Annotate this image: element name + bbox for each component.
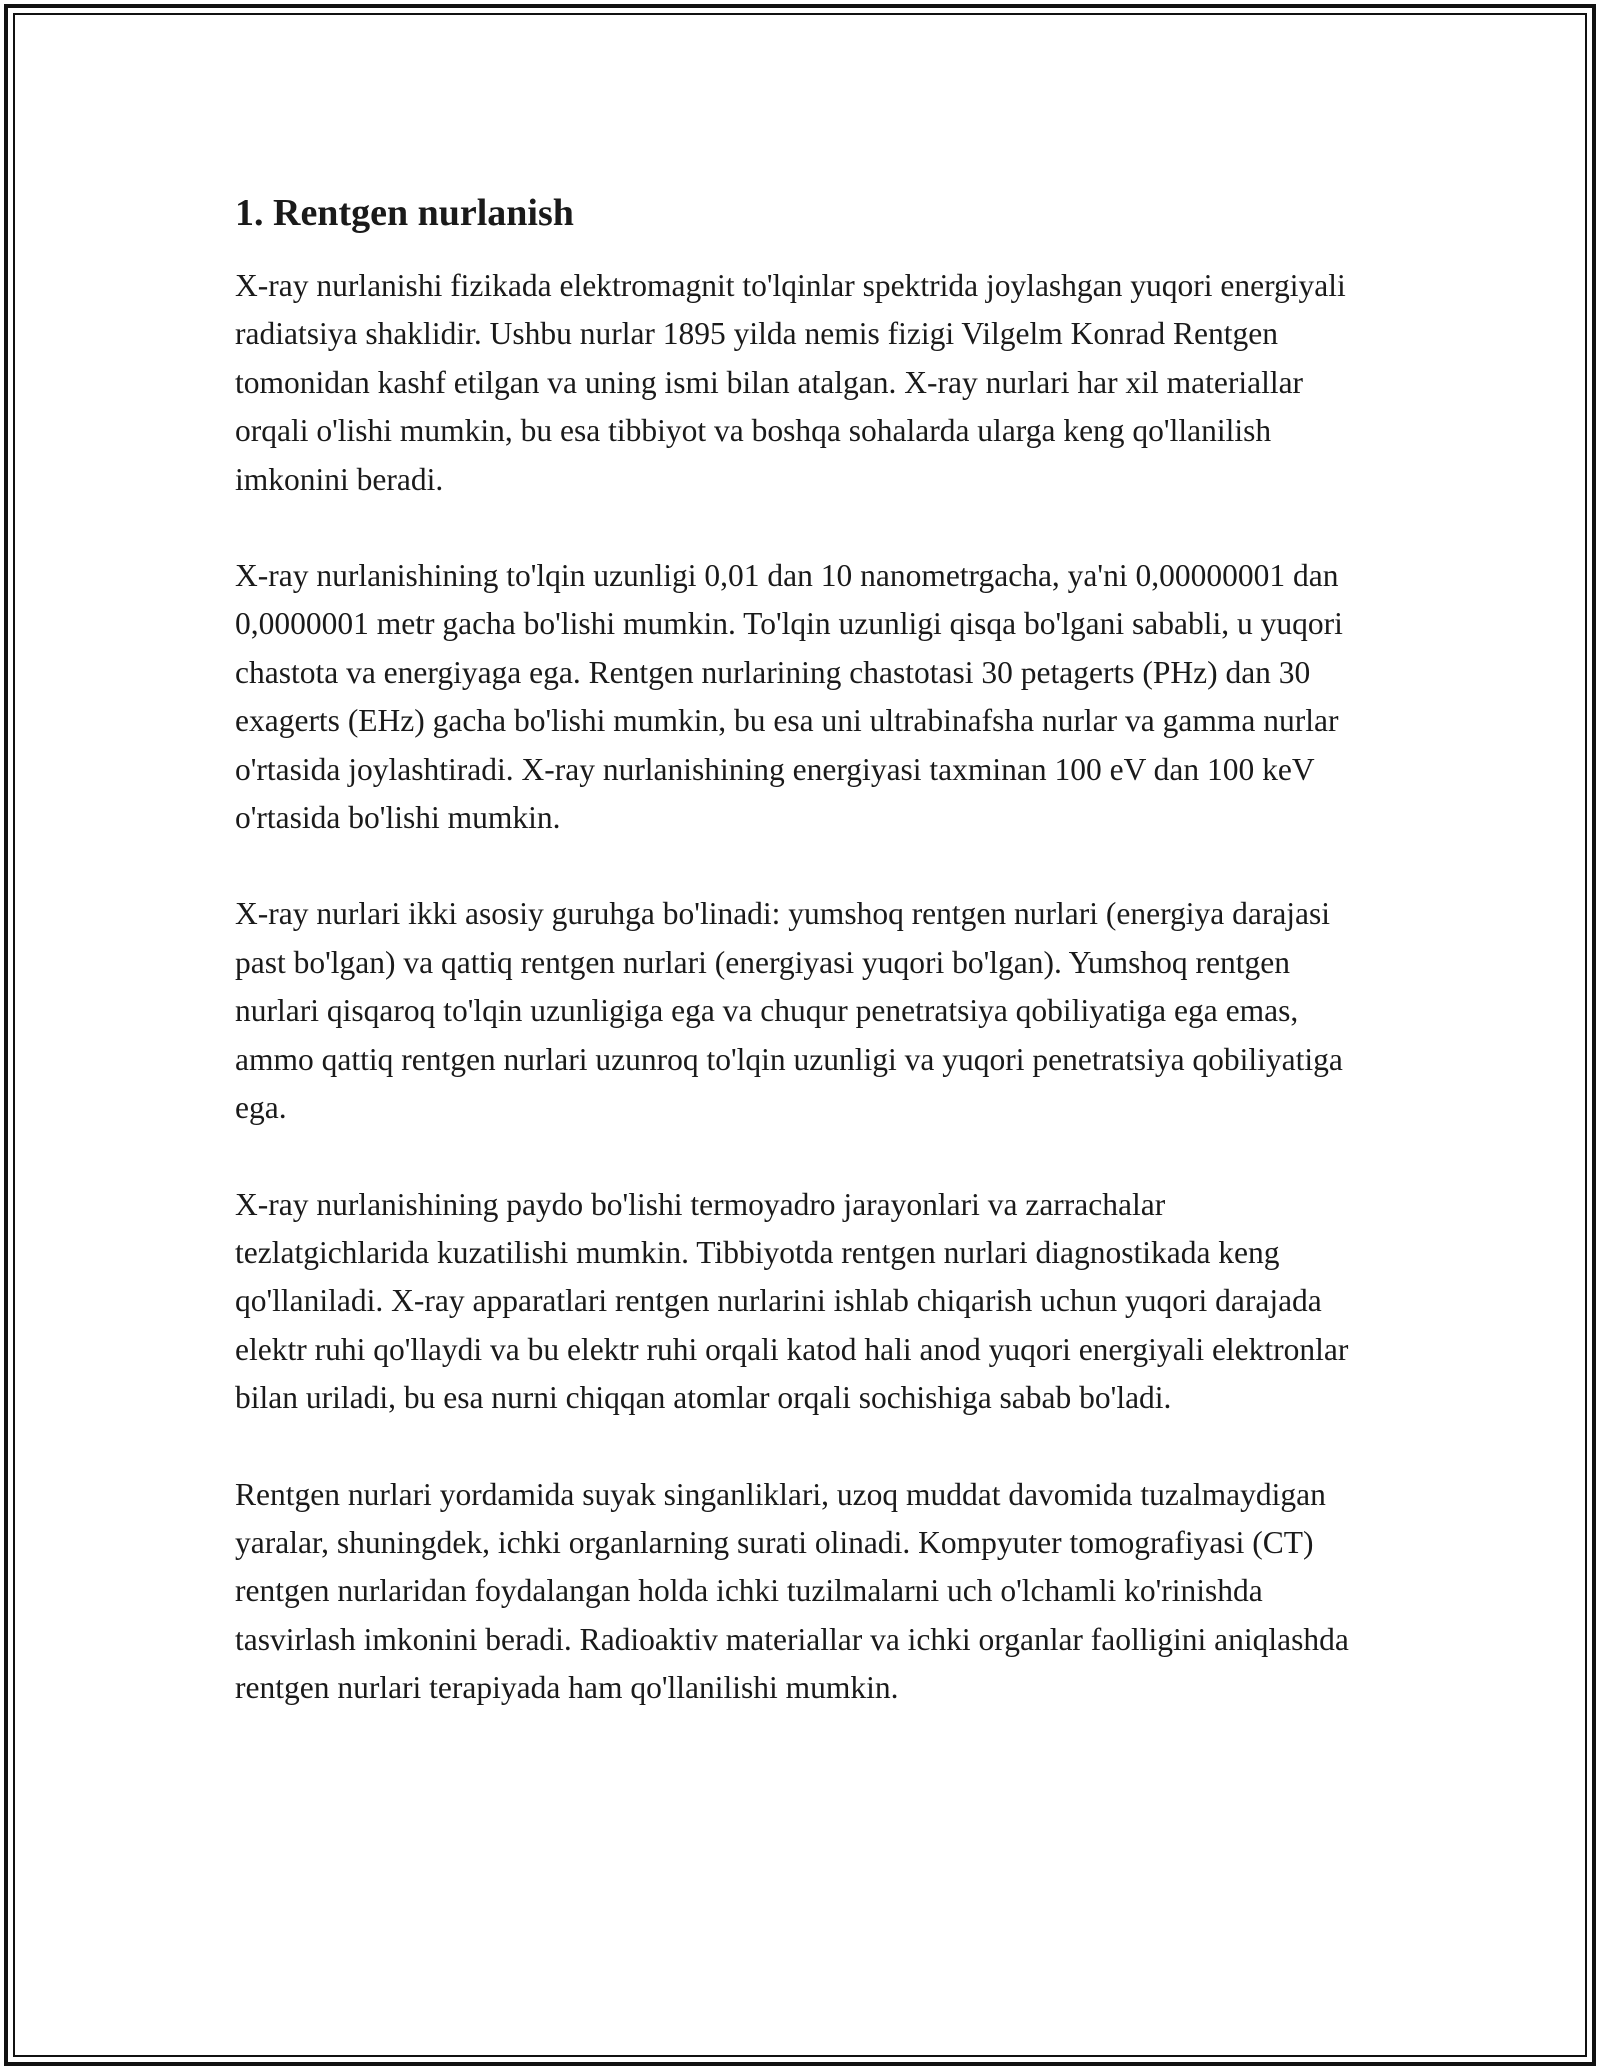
paragraph-3: X-ray nurlari ikki asosiy guruhga bo'linadi: yumshoq rentgen nurlari (energiya darajasi past bo'lgan) va qattiq rentgen nurlari (energiyasi yuqori bo'lgan). Yumshoq rentgen nurlari qisqaroq to'lqin uzunligiga ega va chuqur penetratsiya qobiliyatiga ega emas, ammo qattiq rentgen nurlari uzunroq to'lqin uzunligi va yuqori penetratsiya qobiliyatiga ega. [235,896,1343,1126]
paragraph-4: X-ray nurlanishining paydo bo'lishi termoyadro jarayonlari va zarrachalar tezlatgichlarida kuzatilishi mumkin. Tibbiyotda rentgen nurlari diagnostikada keng qo'llaniladi. X-ray apparatlari rentgen nurlarini ishlab chiqarish uchun yuqori darajada elektr ruhi qo'llaydi va bu elektr ruhi orqali katod hali anod yuqori energiyali elektronlar bilan uriladi, bu esa nurni chiqqan atomlar orqali sochishiga sabab bo'ladi. [235,1186,1349,1416]
section-heading: 1. Rentgen nurlanish [235,192,574,234]
paragraph-1: X-ray nurlanishi fizikada elektromagnit to'lqinlar spektrida joylashgan yuqori energiyali radiatsiya shaklidir. Ushbu nurlar 1895 yilda nemis fizigi Vilgelm Konrad Rentgen tomonidan kashf etilgan va uning ismi bilan atalgan. X-ray nurlari har xil materiallar orqali o'lishi mumkin, bu esa tibbiyot va boshqa sohalarda ularga keng qo'llanilish imkonini beradi. [235,268,1346,497]
paragraph-5: Rentgen nurlari yordamida suyak singanliklari, uzoq muddat davomida tuzalmaydigan yaralar, shuningdek, ichki organlarning surati olinadi. Kompyuter tomografiyasi (CT) rentgen nurlaridan foydalangan holda ichki tuzilmalarni uch o'lchamli ko'rinishda tasvirlash imkonini beradi. Radioaktiv materiallar va ichki organlar faolligini aniqlashda rentgen nurlari terapiyada ham qo'llanilishi mumkin. [235,1476,1349,1706]
paragraph-2: X-ray nurlanishining to'lqin uzunligi 0,01 dan 10 nanometrgacha, ya'ni 0,00000001 dan 0,0000001 metr gacha bo'lishi mumkin. To'lqin uzunligi qisqa bo'lgani sababli, u yuqori chastota va energiyaga ega. Rentgen nurlarining chastotasi 30 petagerts (PHz) dan 30 exagerts (EHz) gacha bo'lishi mumkin, bu esa uni ultrabinafsha nurlar va gamma nurlar o'rtasida joylashtiradi. X-ray nurlanishining energiyasi taxminan 100 eV dan 100 keV o'rtasida bo'lishi mumkin. [235,558,1343,836]
document-body [235,186,1365,1761]
